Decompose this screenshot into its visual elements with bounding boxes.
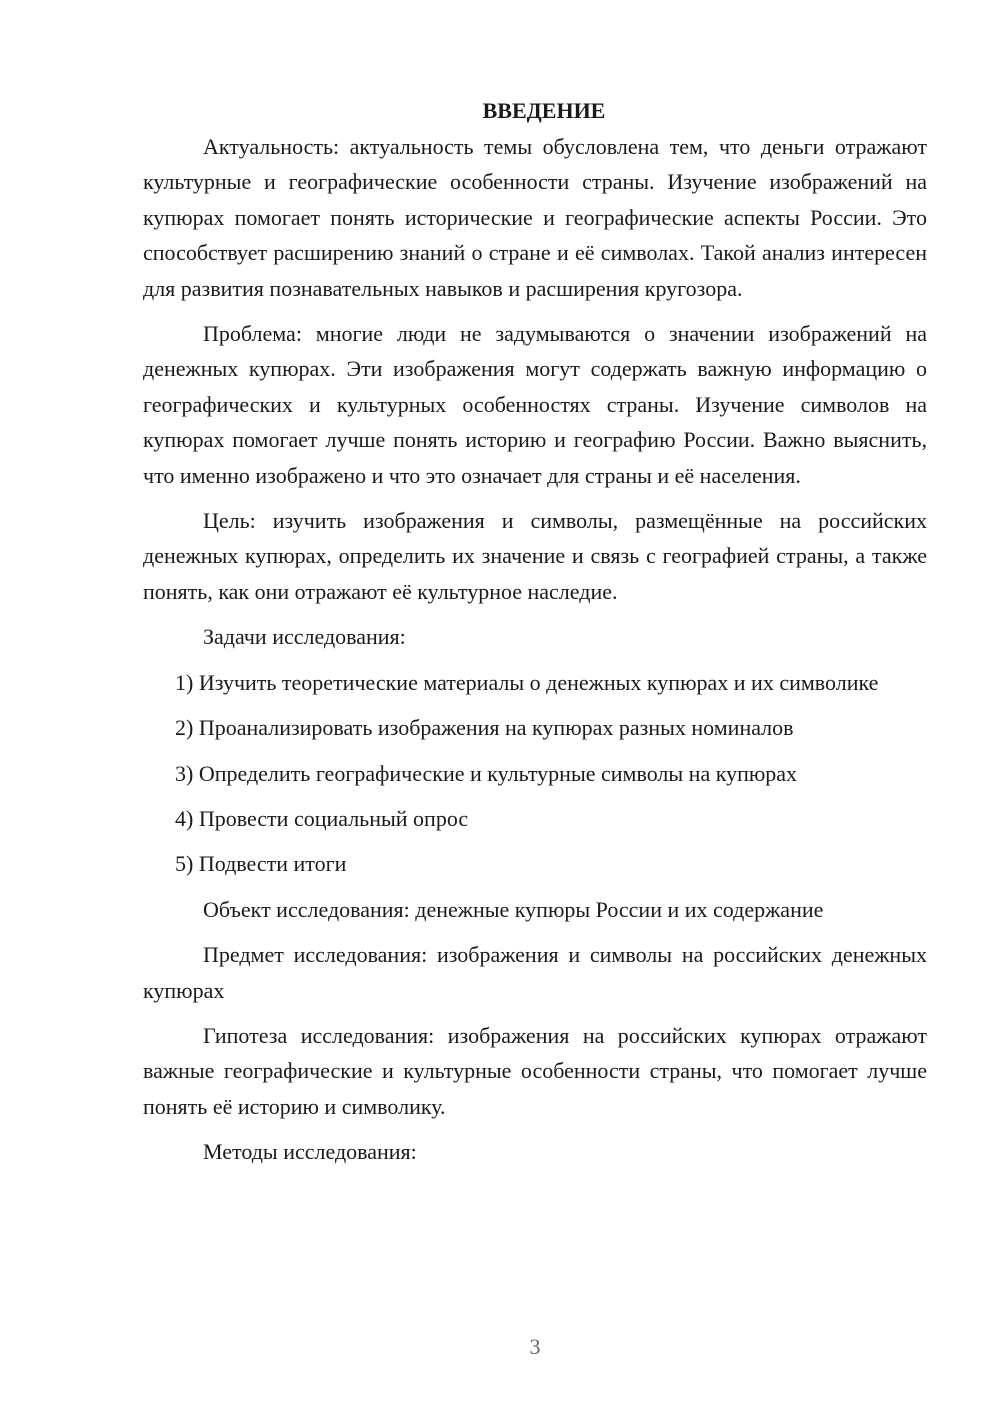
object-paragraph: Объект исследования: денежные купюры России и их содержание [203,896,824,922]
task-item: 2) Проанализировать изображения на купюрах разных номиналов [175,715,794,741]
task-item: 5) Подвести итоги [175,851,347,877]
task-item: 1) Изучить теоретические материалы о денежных купюрах и их символике [175,669,879,695]
task-item: 3) Определить географические и культурные символы на купюрах [175,760,798,786]
goal-paragraph: Цель: изучить изображения и символы, размещённые на российских денежных купюрах, определить их значение и связь с географией страны, а также понять, как они отражают её культурное наследие. [143,508,927,604]
page-number: 3 [529,1334,541,1359]
page-title: ВВЕДЕНИЕ [482,98,606,123]
tasks-heading: Задачи исследования: [203,624,406,650]
relevance-paragraph: Актуальность: актуальность темы обусловлена тем, что деньги отражают культурные и географические особенности страны. Изучение изображений на купюрах помогает понять исторические и географические аспекты России. Это способствует расширению знаний о стране и её символах. Такой анализ интересен для развития познавательных навыков и расширения кругозора. [143,134,927,301]
subject-paragraph: Предмет исследования: изображения и символы на российских денежных купюрах [143,942,927,1003]
methods-heading: Методы исследования: [203,1139,417,1165]
hypothesis-paragraph: Гипотеза исследования: изображения на российских купюрах отражают важные географические и культурные особенности страны, что помогает лучше понять её историю и символику. [143,1022,927,1119]
problem-paragraph: Проблема: многие люди не задумываются о значении изображений на денежных купюрах. Эти изображения могут содержать важную информацию о географических и культурных особенностях страны. Изучение символов на купюрах помогает лучше понять историю и географию России. Важно выяснить, что именно изображено и что это означает для страны и её населения. [143,321,927,488]
page-content [143,93,927,1170]
task-item: 4) Провести социальный опрос [175,805,469,831]
